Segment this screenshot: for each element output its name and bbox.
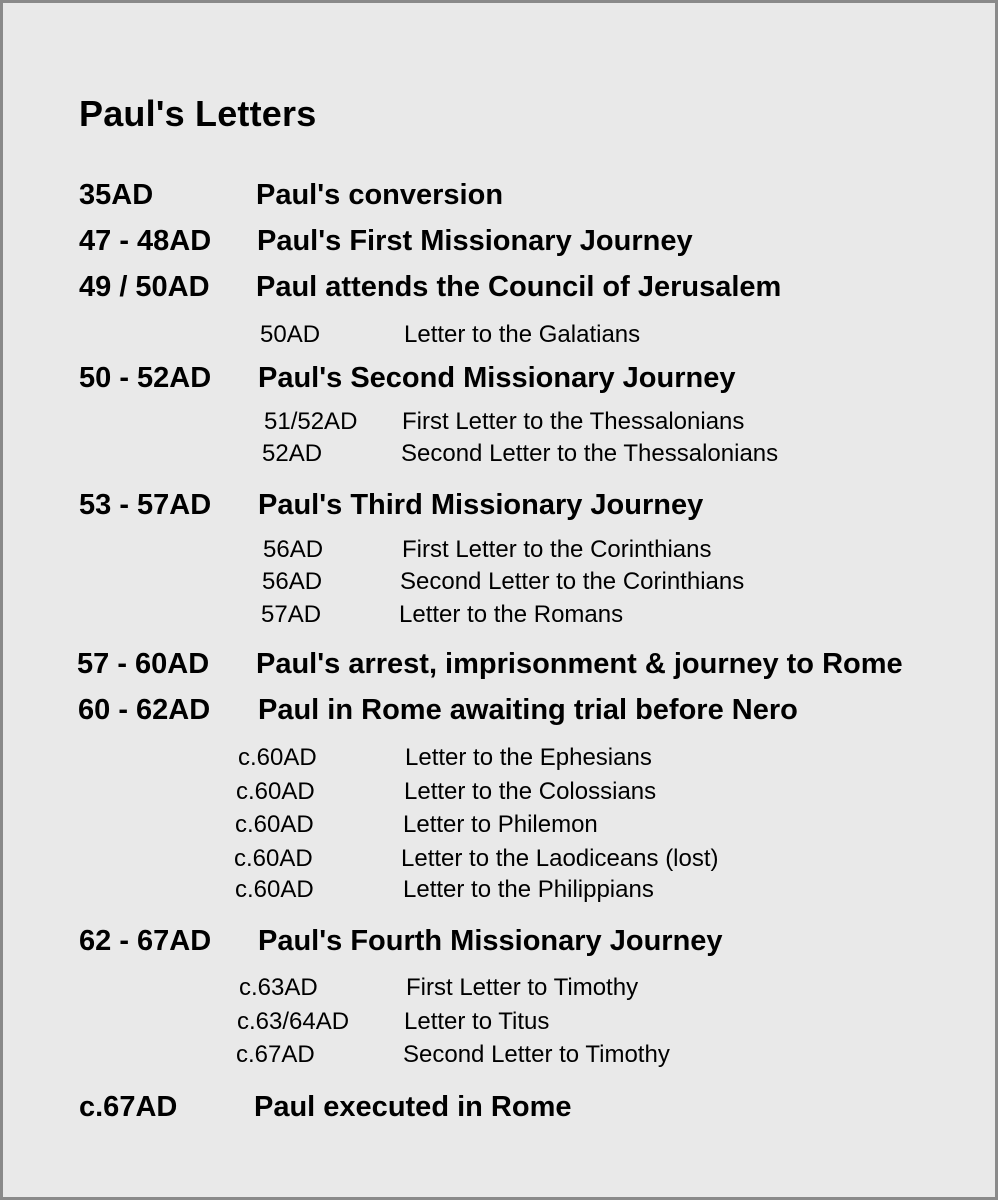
letter-date: 57AD xyxy=(261,601,322,628)
letter-label: Letter to the Ephesians xyxy=(405,744,652,771)
letter-date: c.63/64AD xyxy=(237,1008,350,1035)
event-label: Paul executed in Rome xyxy=(254,1091,572,1123)
letter-date: c.60AD xyxy=(234,845,313,872)
letter-date: c.60AD xyxy=(235,811,314,838)
letter-date: 56AD xyxy=(263,536,324,563)
event-date: 47 - 48AD xyxy=(79,225,212,257)
event-label: Paul's arrest, imprisonment & journey to Rome xyxy=(256,648,903,680)
letter-label: Second Letter to the Corinthians xyxy=(400,568,745,595)
event-label: Paul in Rome awaiting trial before Nero xyxy=(258,694,798,726)
letter-date: c.67AD xyxy=(236,1041,315,1068)
letter-date: 56AD xyxy=(262,568,323,595)
letter-date: c.63AD xyxy=(239,974,318,1001)
letter-date: 50AD xyxy=(260,321,321,348)
letter-date: c.60AD xyxy=(236,778,315,805)
event-date: 53 - 57AD xyxy=(79,489,212,521)
event-date: 50 - 52AD xyxy=(79,362,212,394)
letter-label: Letter to Titus xyxy=(404,1008,550,1035)
event-label: Paul's Fourth Missionary Journey xyxy=(258,925,723,957)
letter-date: c.60AD xyxy=(238,744,317,771)
event-label: Paul attends the Council of Jerusalem xyxy=(256,271,782,303)
letter-label: Letter to the Colossians xyxy=(404,778,657,805)
letter-label: Letter to the Laodiceans (lost) xyxy=(401,845,719,872)
letter-date: c.60AD xyxy=(235,876,314,903)
event-date: c.67AD xyxy=(79,1091,178,1123)
event-date: 49 / 50AD xyxy=(79,271,210,303)
event-date: 57 - 60AD xyxy=(77,648,210,680)
event-label: Paul's First Missionary Journey xyxy=(257,225,693,257)
event-date: 35AD xyxy=(79,179,154,211)
letter-date: 52AD xyxy=(262,440,323,467)
event-date: 62 - 67AD xyxy=(79,925,212,957)
event-date: 60 - 62AD xyxy=(78,694,211,726)
page-title: Paul's Letters xyxy=(79,93,317,134)
letter-label: Letter to the Philippians xyxy=(403,876,654,903)
letter-label: First Letter to the Thessalonians xyxy=(402,408,745,435)
letter-date: 51/52AD xyxy=(264,408,358,435)
letter-label: Second Letter to the Thessalonians xyxy=(401,440,779,467)
letter-label: First Letter to the Corinthians xyxy=(402,536,712,563)
letter-label: Second Letter to Timothy xyxy=(403,1041,670,1068)
letter-label: Letter to the Galatians xyxy=(404,321,641,348)
event-label: Paul's conversion xyxy=(256,179,504,211)
event-label: Paul's Second Missionary Journey xyxy=(258,362,736,394)
letter-label: Letter to Philemon xyxy=(403,811,598,838)
event-label: Paul's Third Missionary Journey xyxy=(258,489,704,521)
letter-label: First Letter to Timothy xyxy=(406,974,639,1001)
letter-label: Letter to the Romans xyxy=(399,601,624,628)
